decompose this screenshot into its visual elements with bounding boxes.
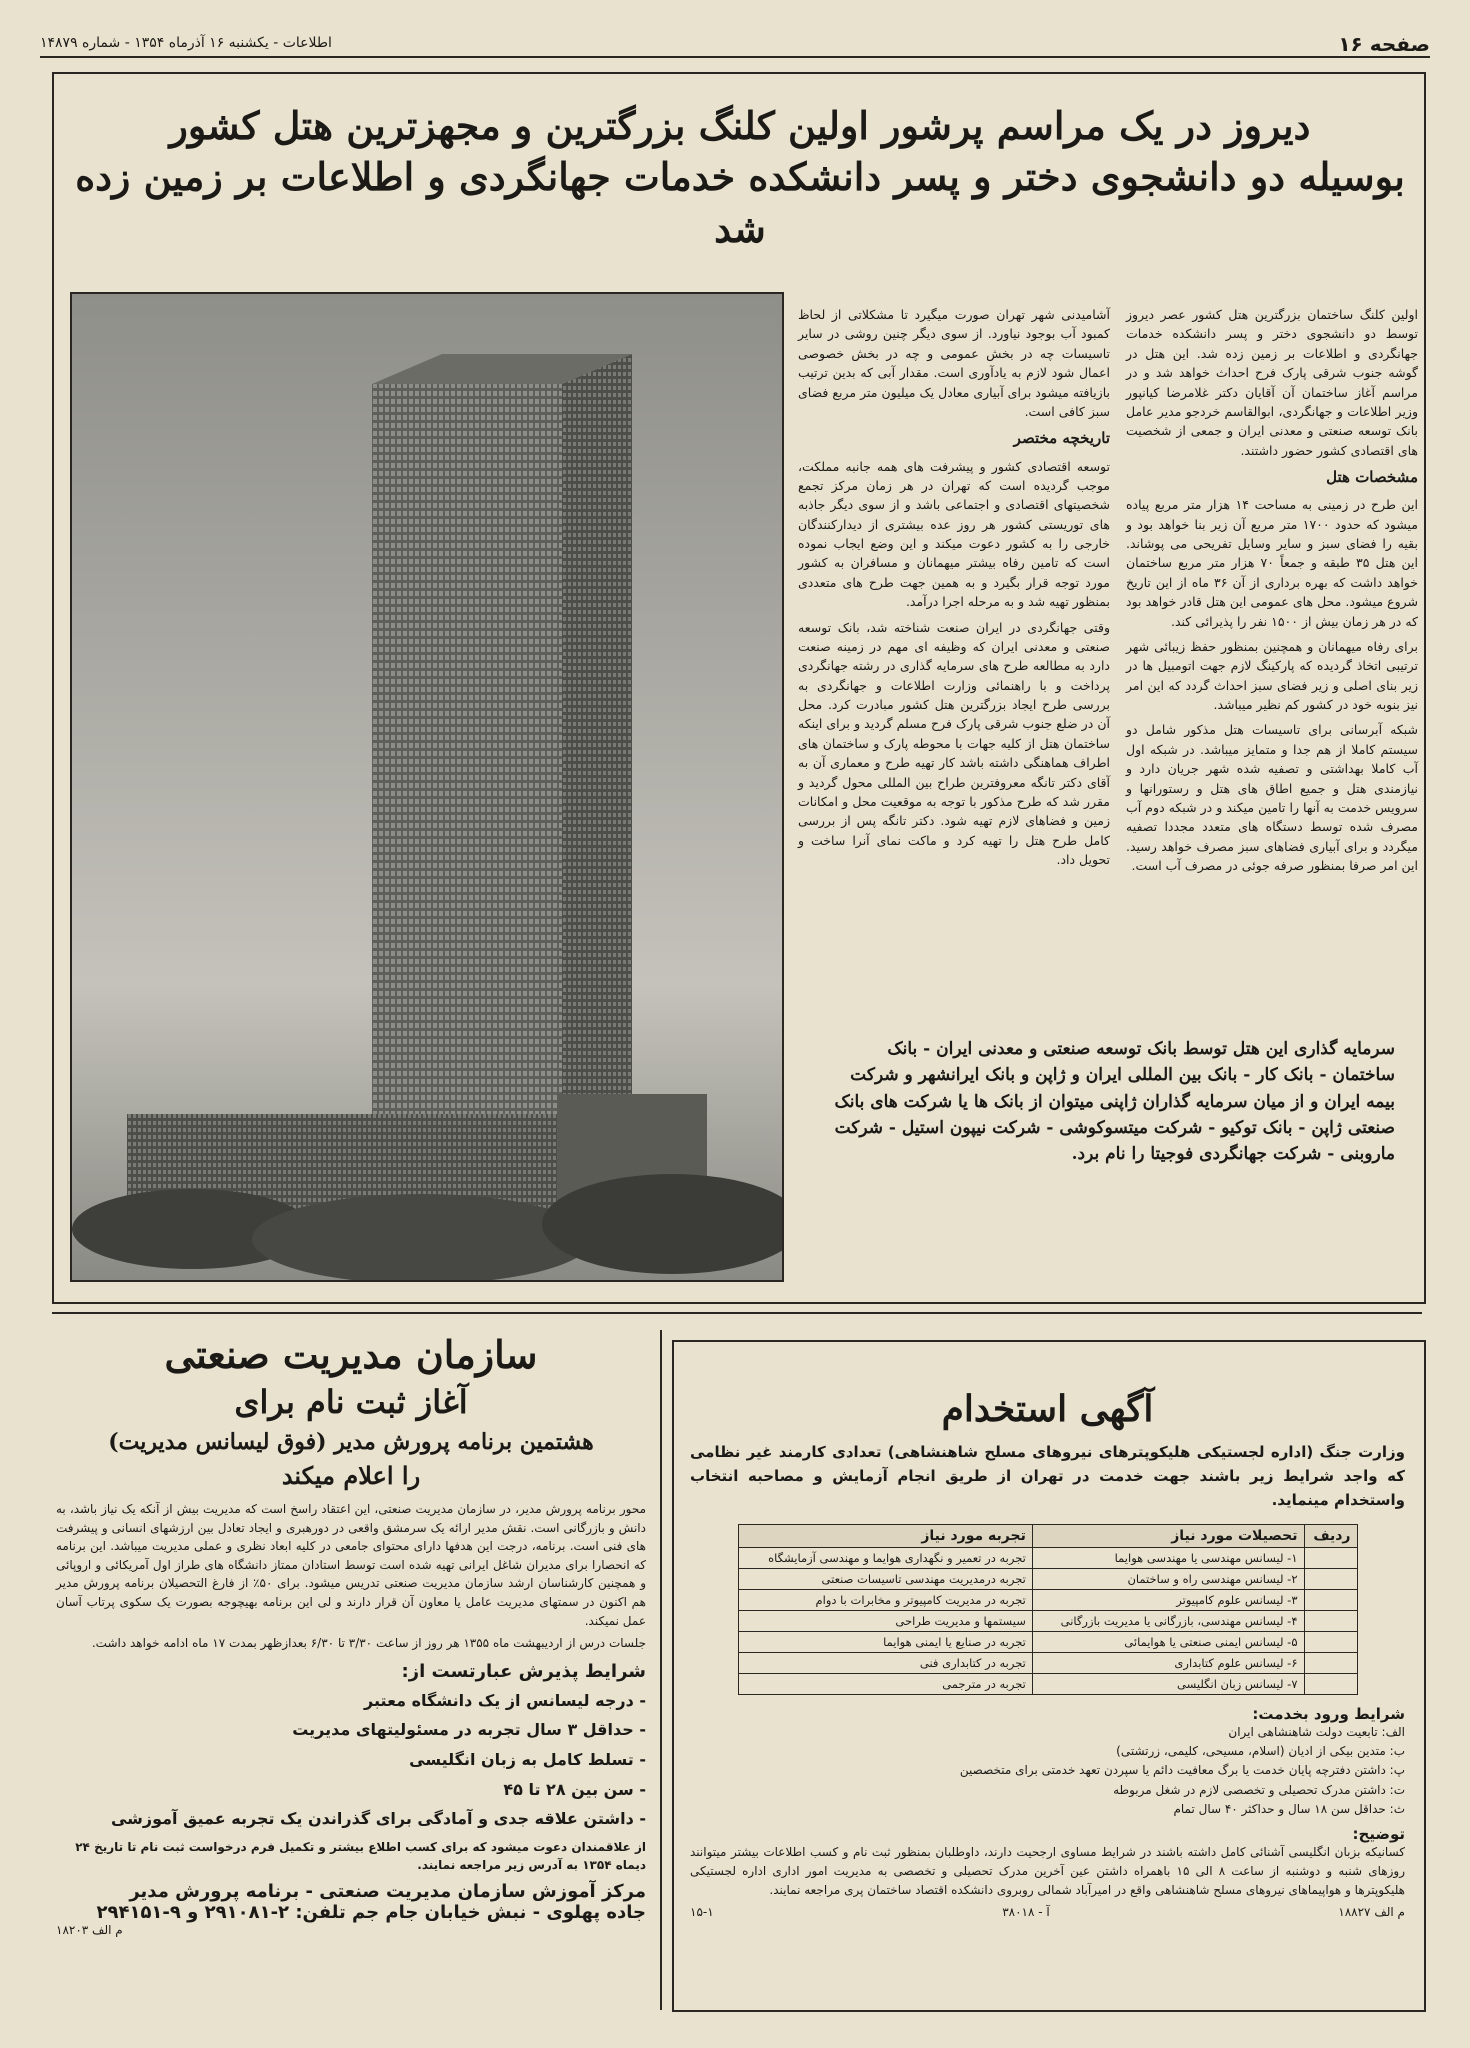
section-heading: مشخصات هتل [1326, 468, 1418, 486]
entry-conditions [690, 1723, 1405, 1819]
table-row [738, 1632, 1357, 1653]
row-cell [1304, 1611, 1357, 1632]
ad-schedule: جلسات درس از اردیبهشت ماه ۱۳۵۵ هر روز از ساعت ۳/۳۰ تا ۶/۳۰ بعدازظهر بمدت ۱۷ ماه ادامه خواهد داشت. [91, 1636, 646, 1651]
row-cell [1304, 1569, 1357, 1590]
table-row [738, 1590, 1357, 1611]
code-3: ۱۵-۱ [690, 1904, 714, 1919]
article-column-right [1126, 305, 1418, 881]
note-text: کسانیکه بزبان انگلیسی آشنائی کامل داشته باشند در شرایط مساوی ارجحیت دارند، داوطلبان بمنظور ثبت نام و کسب اطلاعات بیشتر میتوانند روزهای شنبه و دوشنبه از ساعت ۸ الی ۱۵ باهمراه داشتن عین آخرین مدرک تحصیلی و تخصصی به مدیریت امور اداری اداره لجستیکی هلیکوپترها و هواپیماهای نیروهای مسلح شاهنشاهی واقع در امیرآباد شمالی روبروی دانشکده اقتصاد ساختمان پری مراجعه نمایند. [690, 1844, 1405, 1898]
headline-block [70, 100, 1410, 254]
article-paragraph: وقتی جهانگردی در ایران صنعت شناخته شد، بانک توسعه صنعتی و معدنی ایران که وظیفه ای مهم در زمینه صنعت دارد به مطالعه طرح های سرمایه گذاری در رشته جهانگردی پرداخت و با راهنمائی وزارت اطلاعات و جهانگردی به بررسی طرح ایجاد بزرگترین هتل کشور مبادرت کرد. محل آن در ضلع جنوب شرقی پارک فرح مسلم گردید و برای اینکه ساختمان هتل از کلیه جهات با محوطه پارک و ساختمان های اطراف هماهنگی داشته باشد کار تهیه طرح و معماری آن به آقای دکتر تانگه معروفترین طراح بین المللی محول گردید و مقرر شد که طرح مذکور با توجه به موقعیت محل و امکانات زمین و فضاهای لازم تهیه شود. دکتر تانگه پس از بررسی کامل طرح هتل را تهیه کرد و ماکت نمای آنرا ساخت و تحویل داد. [798, 619, 1110, 867]
ad-address-1: مرکز آموزش سازمان مدیریت صنعتی - برنامه پرورش مدیر [129, 1880, 646, 1902]
table-row [738, 1653, 1357, 1674]
condition-item: - سن بین ۲۸ تا ۴۵ [503, 1779, 646, 1799]
entry-item: ث: حداقل سن ۱۸ سال و حداکثر ۴۰ سال تمام [1173, 1801, 1405, 1816]
jobs-table-wrap [738, 1524, 1358, 1695]
headline-line-2: بوسیله دو دانشجوی دختر و پسر دانشکده خدمات جهانگردی و اطلاعات بر زمین زده شد [75, 154, 1405, 251]
section-heading: تاریخچه مختصر [1013, 429, 1110, 448]
article-paragraph: این طرح در زمینی به مساحت ۱۴ هزار متر مربع پیاده میشود که حدود ۱۷۰۰ متر مربع آن زیر بنا خواهد بود و بقیه را فضای سبز و سایر وسایل تفریحی می پوشاند. این هتل ۳۵ طبقه و جمعاً ۷۰ هزار متر مربع ساختمان خواهد داشت که بهره برداری از آن ۳۶ ماه از این تاریخ شروع میشود. محل های عمومی این هتل قادر خواهد بود که در هر زمان بیش از ۱۵۰۰ نفر را پذیرائی کند. [1126, 497, 1419, 629]
issue-info: اطلاعات - یکشنبه ۱۶ آذرماه ۱۳۵۴ - شماره ۱۴۸۷۹ [40, 35, 332, 51]
condition-item: - درجه لیسانس از یک دانشگاه معتبر [364, 1690, 646, 1710]
experience-cell: تجربه در کتابداری فنی [738, 1653, 1032, 1674]
education-cell: ۳- لیسانس علوم کامپیوتر [1032, 1590, 1304, 1611]
article-paragraph: توسعه اقتصادی کشور و پیشرفت های همه جانبه مملکت، موجب گردیده است که تهران در هر زمان مرکز تجمع شخصیتهای اقتصادی و اجتماعی باشد و از سوی دیگر جاذبه های توریستی کشور هر روز عده بیشتری از دیدارکنندگان خارجی را به کشور دعوت میکند و این وضع ایجاب نموده است که تامین رفاه بیشتر میهمانان و مسافران به کشور مورد توجه قرار بگیرد و به همین جهت طرح های متعددی بمنظور تهیه شد و به مرحله اجرا درآمد. [798, 458, 1110, 610]
entry-item: پ: داشتن دفترچه پایان خدمت یا برگ معافیت دائم یا سپردن تعهد خدمتی برای متخصصین [959, 1763, 1405, 1778]
tower-front [372, 384, 562, 1134]
col-header-education: تحصیلات مورد نیاز [1032, 1525, 1304, 1548]
entry-item: ت: داشتن مدرک تحصیلی و تخصصی لازم در شغل مربوطه [1113, 1782, 1405, 1797]
condition-item: - داشتن علاقه جدی و آمادگی برای گذراندن یک تجربه عمیق آموزشی [110, 1809, 646, 1829]
row-cell [1304, 1548, 1357, 1569]
education-cell: ۵- لیسانس ایمنی صنعتی یا هوایمائی [1032, 1632, 1304, 1653]
jobs-table [738, 1524, 1358, 1695]
article-paragraph: آشامیدنی شهر تهران صورت میگیرد تا مشکلاتی از لحاظ کمبود آب بوجود نیاورد. از سوی دیگر چنین روشی در سایر تاسیسات چه در بخش عمومی و چه در بخش خصوصی اعمال شود لازم به یادآوری است. مقدار آبی که بدین ترتیب بازیافته میشود برای آبیاری معادل یک میلیون متر مربع فضای سبز کافی است. [798, 307, 1110, 419]
table-row [738, 1674, 1357, 1695]
ad-management [56, 1332, 646, 1937]
article-paragraph: اولین کلنگ ساختمان بزرگترین هتل کشور عصر دیروز توسط دو دانشجوی دختر و پسر دانشکده خدمات جهانگردی و اطلاعات بر زمین زده شد. این هتل در گوشه جنوب شرقی پارک فرح احداث خواهد شد و در مراسم آغاز ساختمان آن آقایان دکتر غلامرضا کیانپور وزیر اطلاعات و جهانگردی، ابوالقاسم خردجو مدیر عامل بانک توسعه صنعتی و معدنی ایران و جمعی از شخصیت های اقتصادی کشور حضور داشتند. [1126, 307, 1418, 458]
experience-cell: تجربه در تعمیر و نگهداری هوایما و مهندسی آزمایشگاه [738, 1548, 1032, 1569]
newspaper-header [40, 32, 1430, 58]
entry-item: ب: متدین بیکی از ادیان (اسلام، مسیحی، کلیمی، زرتشتی) [1116, 1744, 1405, 1759]
employment-intro: وزارت جنگ (اداره لجستیکی هلیکوپترهای نیروهای مسلح شاهنشاهی) تعدادی کارمند غیر نظامی که واجد شرایط زیر باشند جهت خدمت در تهران از طریق انجام آزمایش و مصاحبه انتخاب واستخدام مینماید. [690, 1443, 1405, 1509]
jobs-table-header [738, 1525, 1357, 1548]
education-cell: ۴- لیسانس مهندسی، بازرگانی یا مدیریت بازرگانی [1032, 1611, 1304, 1632]
column-divider [660, 1330, 662, 2010]
experience-cell: تجربه در مدیریت کامپیوتر و مخابرات با دوام [738, 1590, 1032, 1611]
ad-line-3: را اعلام میکند [281, 1461, 421, 1490]
ad-address-2: جاده پهلوی - نبش خیابان جام جم تلفن: ۲-۲۹۱۰۸۱ و ۹-۲۹۴۱۵۱ [96, 1901, 646, 1923]
condition-item: - تسلط کامل به زبان انگلیسی [409, 1749, 646, 1769]
table-row [738, 1569, 1357, 1590]
col-header-experience: تجربه مورد نیاز [738, 1525, 1032, 1548]
ad-employment [690, 1388, 1405, 1919]
row-cell [1304, 1590, 1357, 1611]
col-header-row: ردیف [1304, 1525, 1357, 1548]
row-cell [1304, 1632, 1357, 1653]
ad-invite: از علاقمندان دعوت میشود که برای کسب اطلاع بیشتر و تکمیل فرم درخواست ثبت نام تا تاریخ ۲۴ دیماه ۱۳۵۴ به آدرس زیر مراجعه نمایند. [75, 1839, 646, 1873]
employment-codes [690, 1905, 1405, 1919]
row-cell [1304, 1674, 1357, 1695]
experience-cell: سیستمها و مدیریت طراحی [738, 1611, 1032, 1632]
trees-center [252, 1194, 592, 1280]
investors-paragraph: سرمایه گذاری این هتل توسط بانک توسعه صنعتی و معدنی ایران - بانک ساختمان - بانک کار - بانک بین المللی ایران و ژاپن و بانک ایرانشهر و شرکت بیمه ایران و از میان سرمایه گذاران ژاپنی میتوان از بانک ها یا شرکت های بانک صنعتی ژاپن - بانک توکیو - شرکت میتسوکوشی - شرکت نیپون استیل - شرکت ماروبنی - شرکت جهانگردی فوجیتا را نام برد. [834, 1039, 1395, 1165]
conditions-list [56, 1686, 646, 1834]
article-column-left [798, 305, 1110, 875]
table-row [738, 1548, 1357, 1569]
hotel-illustration [72, 294, 782, 1280]
section-divider [52, 1312, 1422, 1314]
experience-cell: تجربه در مترجمی [738, 1674, 1032, 1695]
article-paragraph: برای رفاه میهمانان و همچنین بمنظور حفظ زیبائی شهر ترتیبی اتخاذ گردیده که پارکینگ لازم جهت اتومبیل ها در زیر بنای اصلی و زیر فضای سبز احداث گردد که این امر نیز بنوبه خود در کشور کم نظیر میباشد. [1126, 638, 1418, 712]
note-title: توضیح: [1352, 1824, 1405, 1843]
employment-title: آگهی استخدام [941, 1388, 1154, 1430]
page-number: صفحه ۱۶ [1338, 32, 1430, 56]
condition-item: - حداقل ۳ سال تجربه در مسئولیتهای مدیریت [292, 1720, 646, 1740]
education-cell: ۶- لیسانس علوم کتابداری [1032, 1653, 1304, 1674]
tower-side [562, 354, 632, 1134]
education-cell: ۷- لیسانس زبان انگلیسی [1032, 1674, 1304, 1695]
education-cell: ۲- لیسانس مهندسی راه و ساختمان [1032, 1569, 1304, 1590]
code-2: آ - ۳۸۰۱۸ [1002, 1904, 1050, 1919]
entry-title: شرایط ورود بخدمت: [1252, 1705, 1405, 1723]
row-cell [1304, 1653, 1357, 1674]
experience-cell: تجربه در صنایع یا ایمنی هوایما [738, 1632, 1032, 1653]
hotel-photo [70, 292, 784, 1282]
code-1: م الف ۱۸۸۲۷ [1338, 1904, 1405, 1919]
ad-line-2: هشتمین برنامه پرورش مدیر (فوق لیسانس مدیریت) [108, 1429, 594, 1455]
entry-item: الف: تابعیت دولت شاهنشاهی ایران [1228, 1725, 1405, 1739]
headline-line-1: دیروز در یک مراسم پرشور اولین کلنگ بزرگترین و مجهزترین هتل کشور [169, 103, 1311, 148]
ad-line-1: آغاز ثبت نام برای [234, 1383, 468, 1421]
education-cell: ۱- لیسانس مهندسی یا مهندسی هوایما [1032, 1548, 1304, 1569]
experience-cell: تجربه درمدیریت مهندسی تاسیسات صنعتی [738, 1569, 1032, 1590]
conditions-title: شرایط پذیرش عبارتست از: [401, 1660, 646, 1682]
article-paragraph: شبکه آبرسانی برای تاسیسات هتل مذکور شامل دو سیستم کاملا از هم جدا و متمایز میباشد. در شبکه اول آب کاملا بهداشتی و تصفیه شده شهر جریان دارد و نیازمندی هتل و جمیع اطاق های هتل و رستورانها و سرویس خدمت به آنها را تامین میکند و در شبکه دوم آب مصرف شده توسط دستگاه های متعدد مجددا تصفیه میگردد و برای آبیاری فضاهای سبز مصرف خواهد رسید. این امر صرفا بمنظور صرفه جوئی در مصرف آب است. [1126, 722, 1418, 873]
ad-code: م الف ۱۸۲۰۳ [56, 1922, 123, 1937]
ad-body: محور برنامه پرورش مدیر، در سازمان مدیریت صنعتی، این اعتقاد راسخ است که مدیریت بیش از آنکه یک نیاز باشد، به دانش و بازرگانی است. نقش مدیر ارائه یک سرمشق واقعی در دورهبری و ایجاد تعادل بین ارزشهای انسانی و پیشرفت های فنی است. برنامه، درجت این هدفها دارای محتوای جامعی در کلیه ابعاد نظری و عملی مدیریت میباشد. این برنامه که انحصارا برای مدیران شاغل ایرانی تهیه شده است توسط استادان ممتاز دانشگاه های طراز اول آمریکائی و اروپائی و همچنین کارشناسان ارشد سازمان مدیریت صنعتی تدریس میشود. برای ۵۰٪ از فارغ التحصیلان برنامه پرورش مدیر هم اکنون در سمتهای مدیریت عامل یا معاون آن قرار دارند و لی این برنامه بهیچوجه بصورت یک سکوی پرتاب آسان عمل نمیکند. [56, 1502, 646, 1628]
ad-org-title: سازمان مدیریت صنعتی [164, 1332, 538, 1377]
table-row [738, 1611, 1357, 1632]
